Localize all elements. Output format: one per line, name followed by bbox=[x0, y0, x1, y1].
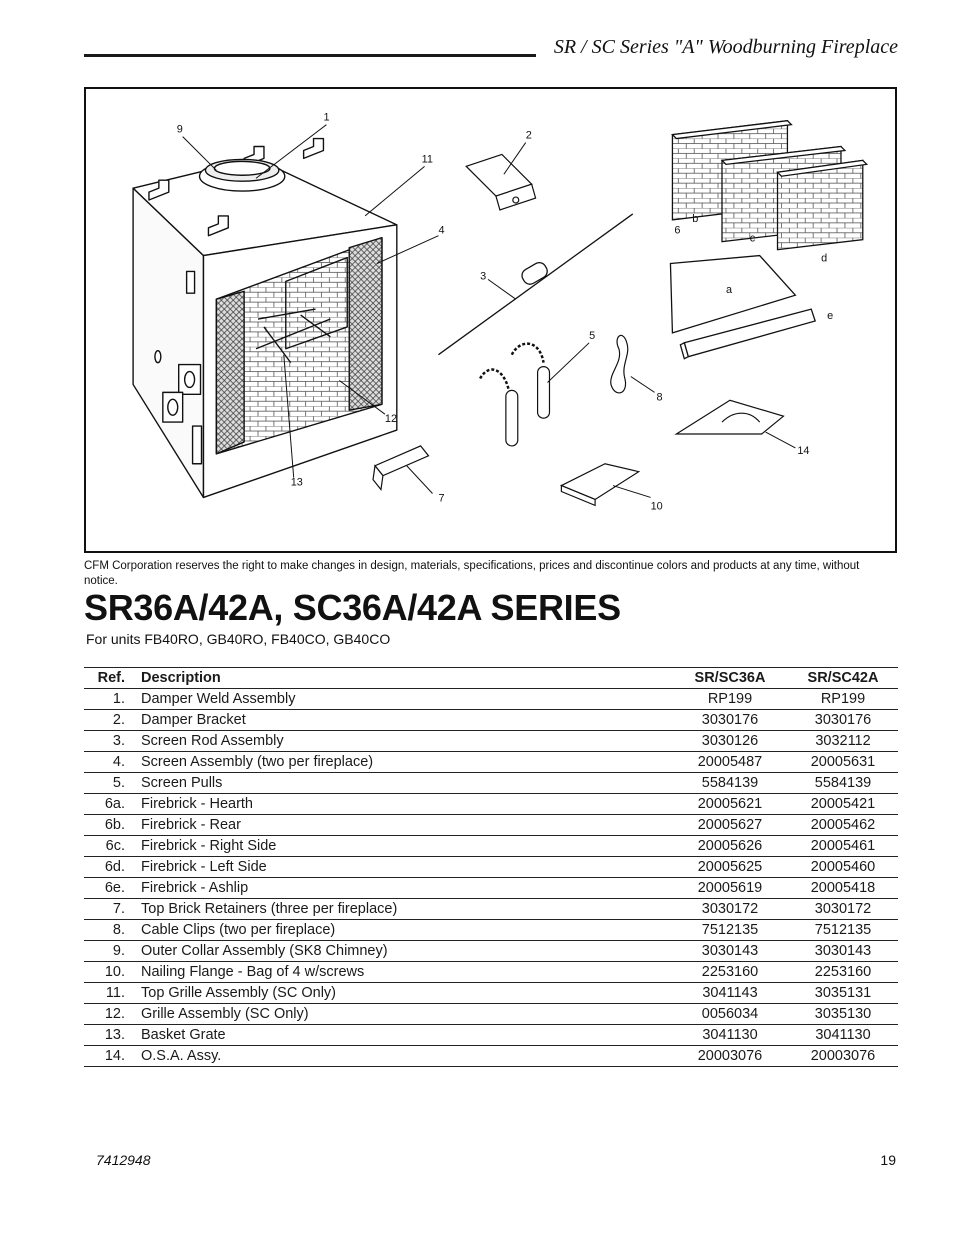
row-description: Basket Grate bbox=[141, 1025, 672, 1046]
fireplace-body bbox=[133, 139, 397, 498]
row-part-42a: 20005418 bbox=[788, 878, 898, 899]
row-ref: 5. bbox=[84, 773, 141, 794]
callout-10: 10 bbox=[650, 500, 663, 513]
callout-8: 8 bbox=[656, 391, 663, 404]
table-row bbox=[84, 941, 898, 962]
callout-14: 14 bbox=[797, 444, 810, 457]
row-part-42a: 20005460 bbox=[788, 857, 898, 878]
callout-5: 5 bbox=[589, 329, 596, 342]
row-description: Firebrick - Hearth bbox=[141, 794, 672, 815]
row-part-36a: 20005619 bbox=[672, 878, 788, 899]
header-sr-sc36a: SR/SC36A bbox=[672, 668, 788, 689]
row-ref: 14. bbox=[84, 1046, 141, 1067]
series-title: SR36A/42A, SC36A/42A SERIES bbox=[84, 587, 621, 628]
row-description: Top Brick Retainers (three per fireplace) bbox=[141, 899, 672, 920]
row-part-36a: RP199 bbox=[672, 689, 788, 710]
table-row bbox=[84, 857, 898, 878]
row-description: O.S.A. Assy. bbox=[141, 1046, 672, 1067]
row-ref: 8. bbox=[84, 920, 141, 941]
row-part-42a: 3035130 bbox=[788, 1004, 898, 1025]
table-row bbox=[84, 899, 898, 920]
table-header-row bbox=[84, 668, 898, 689]
row-part-36a: 3030143 bbox=[672, 941, 788, 962]
row-part-42a: 3032112 bbox=[788, 731, 898, 752]
callout-13: 13 bbox=[290, 476, 303, 489]
callout-d: d bbox=[821, 252, 828, 265]
parts-illustration bbox=[86, 89, 895, 551]
row-description: Firebrick - Rear bbox=[141, 815, 672, 836]
row-ref: 6d. bbox=[84, 857, 141, 878]
table-row bbox=[84, 983, 898, 1004]
callout-9: 9 bbox=[176, 123, 183, 136]
header-description: Description bbox=[141, 668, 672, 689]
row-ref: 2. bbox=[84, 710, 141, 731]
row-ref: 10. bbox=[84, 962, 141, 983]
row-ref: 13. bbox=[84, 1025, 141, 1046]
row-description: Firebrick - Right Side bbox=[141, 836, 672, 857]
row-ref: 6e. bbox=[84, 878, 141, 899]
callout-6: 6 bbox=[674, 224, 681, 237]
row-description: Firebrick - Ashlip bbox=[141, 878, 672, 899]
table-row bbox=[84, 689, 898, 710]
row-part-42a: 3030176 bbox=[788, 710, 898, 731]
screen-pulls-part bbox=[480, 344, 549, 446]
row-part-36a: 3030172 bbox=[672, 899, 788, 920]
row-part-36a: 3030126 bbox=[672, 731, 788, 752]
header-ref: Ref. bbox=[84, 668, 141, 689]
parts-table bbox=[84, 667, 898, 1067]
osa-assembly-part bbox=[676, 400, 783, 434]
exploded-parts-diagram bbox=[84, 87, 897, 553]
table-row bbox=[84, 773, 898, 794]
row-part-42a: 3041130 bbox=[788, 1025, 898, 1046]
row-description: Damper Weld Assembly bbox=[141, 689, 672, 710]
callout-12: 12 bbox=[384, 413, 398, 426]
table-row bbox=[84, 1004, 898, 1025]
row-ref: 7. bbox=[84, 899, 141, 920]
row-part-36a: 2253160 bbox=[672, 962, 788, 983]
page-number: 19 bbox=[880, 1152, 896, 1168]
row-part-42a: 20003076 bbox=[788, 1046, 898, 1067]
callout-4: 4 bbox=[438, 224, 445, 237]
row-description: Grille Assembly (SC Only) bbox=[141, 1004, 672, 1025]
row-part-36a: 20003076 bbox=[672, 1046, 788, 1067]
table-row bbox=[84, 794, 898, 815]
screen-rod-part bbox=[438, 214, 632, 355]
callout-7: 7 bbox=[438, 492, 445, 505]
row-part-36a: 3041130 bbox=[672, 1025, 788, 1046]
series-subtitle: For units FB40RO, GB40RO, FB40CO, GB40CO bbox=[86, 631, 391, 647]
row-description: Damper Bracket bbox=[141, 710, 672, 731]
row-ref: 9. bbox=[84, 941, 141, 962]
row-part-42a: 20005421 bbox=[788, 794, 898, 815]
row-part-36a: 20005627 bbox=[672, 815, 788, 836]
row-ref: 6c. bbox=[84, 836, 141, 857]
row-description: Cable Clips (two per fireplace) bbox=[141, 920, 672, 941]
header-rule bbox=[84, 54, 536, 57]
row-ref: 12. bbox=[84, 1004, 141, 1025]
row-part-42a: 3030172 bbox=[788, 899, 898, 920]
row-part-36a: 3030176 bbox=[672, 710, 788, 731]
row-ref: 4. bbox=[84, 752, 141, 773]
row-ref: 1. bbox=[84, 689, 141, 710]
row-part-42a: 5584139 bbox=[788, 773, 898, 794]
row-part-36a: 5584139 bbox=[672, 773, 788, 794]
row-part-42a: 20005462 bbox=[788, 815, 898, 836]
callout-e: e bbox=[827, 310, 834, 323]
parts-table-body bbox=[84, 689, 898, 1067]
page-header-title: SR / SC Series "A" Woodburning Fireplace bbox=[553, 36, 898, 58]
cable-clip-part bbox=[611, 335, 628, 392]
row-part-42a: 3035131 bbox=[788, 983, 898, 1004]
callout-a: a bbox=[725, 284, 733, 297]
table-row bbox=[84, 878, 898, 899]
table-row bbox=[84, 962, 898, 983]
row-ref: 6b. bbox=[84, 815, 141, 836]
row-part-42a: RP199 bbox=[788, 689, 898, 710]
row-part-36a: 3041143 bbox=[672, 983, 788, 1004]
table-row bbox=[84, 920, 898, 941]
table-row bbox=[84, 731, 898, 752]
row-part-36a: 7512135 bbox=[672, 920, 788, 941]
row-part-36a: 20005487 bbox=[672, 752, 788, 773]
row-part-36a: 20005625 bbox=[672, 857, 788, 878]
table-row bbox=[84, 815, 898, 836]
row-part-42a: 20005461 bbox=[788, 836, 898, 857]
callout-c: c bbox=[749, 232, 756, 245]
row-part-36a: 0056034 bbox=[672, 1004, 788, 1025]
callout-3: 3 bbox=[480, 270, 487, 283]
row-ref: 11. bbox=[84, 983, 141, 1004]
row-description: Screen Assembly (two per fireplace) bbox=[141, 752, 672, 773]
row-part-42a: 3030143 bbox=[788, 941, 898, 962]
table-row bbox=[84, 1046, 898, 1067]
row-description: Screen Pulls bbox=[141, 773, 672, 794]
row-description: Outer Collar Assembly (SK8 Chimney) bbox=[141, 941, 672, 962]
callout-1: 1 bbox=[323, 111, 330, 124]
callout-2: 2 bbox=[525, 129, 532, 142]
nailing-flange-part bbox=[561, 464, 638, 506]
table-row bbox=[84, 710, 898, 731]
table-row bbox=[84, 752, 898, 773]
table-row bbox=[84, 1025, 898, 1046]
row-part-42a: 20005631 bbox=[788, 752, 898, 773]
hearth-and-ashlip bbox=[670, 256, 815, 359]
callout-b: b bbox=[692, 212, 699, 225]
row-part-42a: 7512135 bbox=[788, 920, 898, 941]
row-ref: 3. bbox=[84, 731, 141, 752]
firebrick-panels bbox=[672, 121, 866, 250]
brick-retainer-part bbox=[373, 446, 429, 490]
row-description: Firebrick - Left Side bbox=[141, 857, 672, 878]
table-row bbox=[84, 836, 898, 857]
row-description: Screen Rod Assembly bbox=[141, 731, 672, 752]
document-number: 7412948 bbox=[96, 1152, 151, 1168]
row-ref: 6a. bbox=[84, 794, 141, 815]
callout-11: 11 bbox=[421, 153, 433, 166]
damper-bracket-part bbox=[466, 154, 535, 210]
disclaimer-text: CFM Corporation reserves the right to make changes in design, materials, specifications, prices and discontinue colors and products at any time, without notice. bbox=[84, 560, 860, 587]
row-description: Nailing Flange - Bag of 4 w/screws bbox=[141, 962, 672, 983]
header-sr-sc42a: SR/SC42A bbox=[788, 668, 898, 689]
row-part-42a: 2253160 bbox=[788, 962, 898, 983]
row-part-36a: 20005621 bbox=[672, 794, 788, 815]
row-part-36a: 20005626 bbox=[672, 836, 788, 857]
row-description: Top Grille Assembly (SC Only) bbox=[141, 983, 672, 1004]
